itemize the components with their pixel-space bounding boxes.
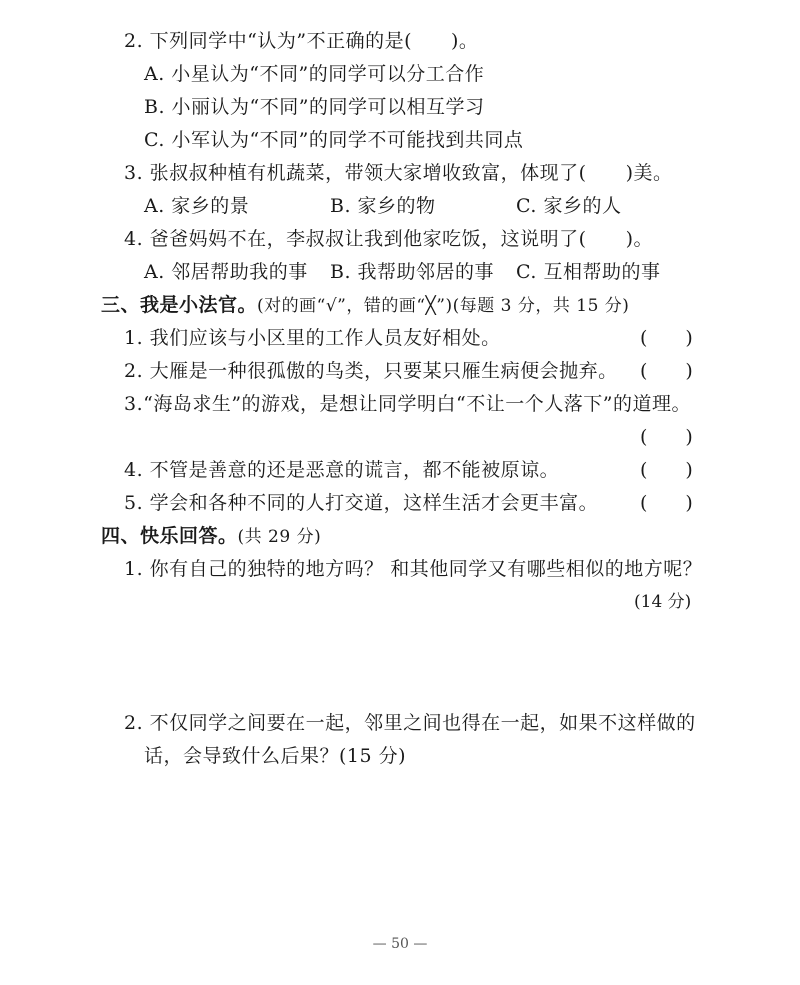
q3-stem: 3. 张叔叔种植有机蔬菜，带领大家增收致富，体现了( )美。: [124, 162, 673, 184]
section4-heading: [101, 523, 321, 550]
section3-heading: [101, 292, 629, 319]
section4-note: (共 29 分): [237, 527, 322, 547]
s4-q1-score: (14 分): [634, 592, 692, 612]
q2-option-a: A. 小星认为“不同”的同学可以分工合作: [144, 63, 485, 85]
section3-note: (对的画“√”，错的画“╳”)(每题 3 分，共 15 分): [257, 296, 630, 316]
s3-item-4: 4. 不管是善意的还是恶意的谎言，都不能被原谅。: [124, 459, 560, 481]
q2-option-b: B. 小丽认为“不同”的同学可以相互学习: [144, 96, 485, 118]
q4-option-c: C. 互相帮助的事: [516, 261, 661, 283]
s3-answer-paren-2[interactable]: ( ): [640, 360, 693, 382]
s3-item-5: 5. 学会和各种不同的人打交道，这样生活才会更丰富。: [124, 492, 599, 514]
q3-option-c: C. 家乡的人: [516, 195, 622, 217]
section4-title: 四、快乐回答。: [101, 525, 238, 547]
s3-item-2: 2. 大雁是一种很孤傲的鸟类，只要某只雁生病便会抛弃。: [124, 360, 618, 382]
s3-answer-paren-1[interactable]: ( ): [640, 327, 693, 349]
q4-stem: 4. 爸爸妈妈不在，李叔叔让我到他家吃饭，这说明了( )。: [124, 228, 653, 250]
q2-stem: 2. 下列同学中“认为”不正确的是( )。: [124, 30, 479, 52]
q4-option-b: B. 我帮助邻居的事: [330, 261, 495, 283]
q2-option-c: C. 小军认为“不同”的同学不可能找到共同点: [144, 129, 524, 151]
s3-answer-paren-3[interactable]: ( ): [640, 426, 693, 448]
q3-option-a: A. 家乡的景: [144, 195, 250, 217]
page-number: — 50 —: [372, 936, 428, 952]
s3-answer-paren-4[interactable]: ( ): [640, 459, 693, 481]
s4-q2-line1: 2. 不仅同学之间要在一起，邻里之间也得在一起，如果不这样做的: [124, 712, 696, 734]
q3-option-b: B. 家乡的物: [330, 195, 436, 217]
s3-answer-paren-5[interactable]: ( ): [640, 492, 693, 514]
s3-item-3: 3.“海岛求生”的游戏，是想让同学明白“不让一个人落下”的道理。: [124, 393, 691, 415]
section3-title: 三、我是小法官。: [101, 294, 258, 316]
s4-q1: 1. 你有自己的独特的地方吗？ 和其他同学又有哪些相似的地方呢？: [124, 558, 703, 580]
s3-item-1: 1. 我们应该与小区里的工作人员友好相处。: [124, 327, 501, 349]
q4-option-a: A. 邻居帮助我的事: [144, 261, 308, 283]
s4-q2-line2: 话，会导致什么后果？(15 分): [144, 745, 407, 767]
